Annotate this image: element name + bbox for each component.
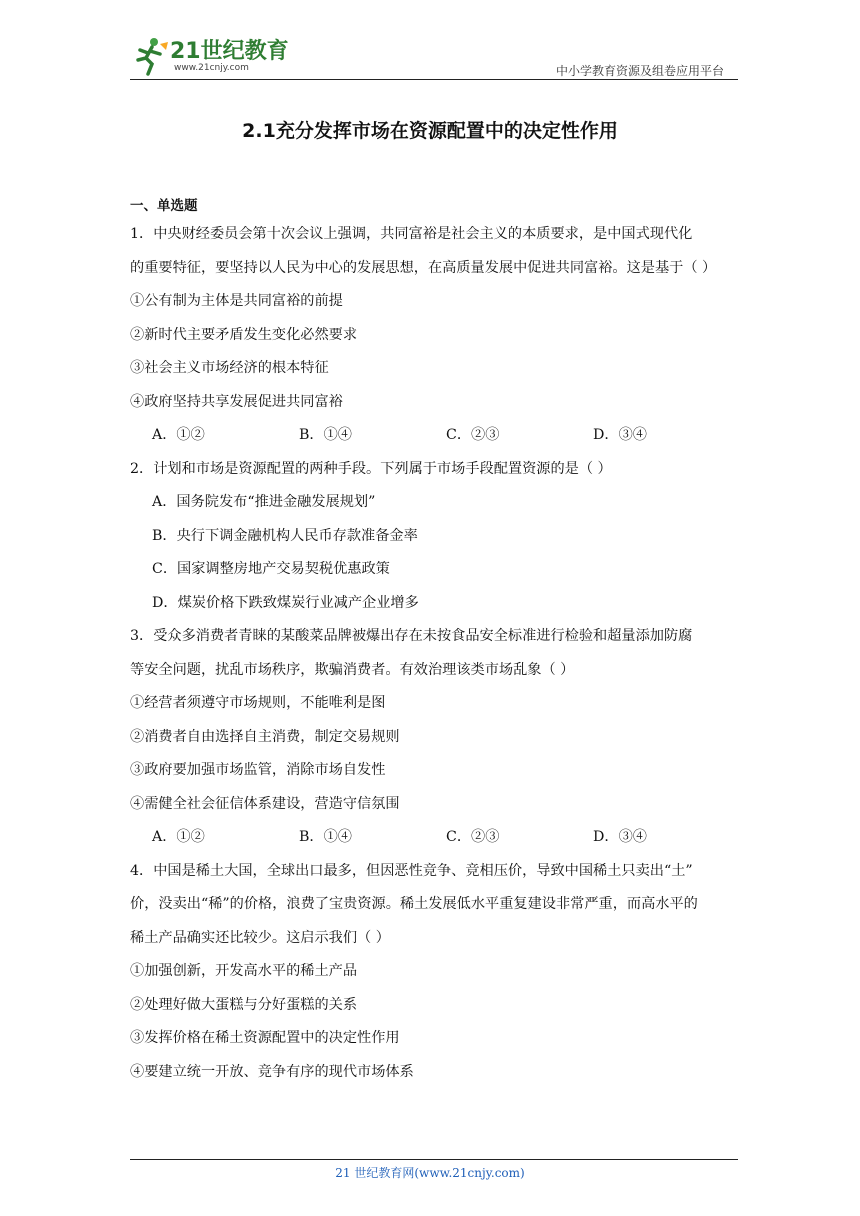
statement-item: ①经营者须遵守市场规则，不能唯利是图 (130, 695, 386, 711)
section-heading: 一、单选题 (130, 198, 198, 214)
question-stem: 价，没卖出“稀”的价格，浪费了宝贵资源。稀土发展低水平重复建设非常严重，而高水平的 (130, 896, 698, 912)
answer-options (130, 821, 740, 855)
statement-item: ④要建立统一开放、竞争有序的现代市场体系 (130, 1063, 414, 1080)
option-c: C．国家调整房地产交易契税优惠政策 (152, 561, 390, 577)
page-header (130, 30, 738, 80)
site-logo[interactable] (130, 36, 290, 76)
statement-item: ③政府要加强市场监管，消除市场自发性 (130, 762, 386, 778)
question-stem: 等安全问题，扰乱市场秩序，欺骗消费者。有效治理该类市场乱象（ ） (130, 661, 575, 678)
option-a: A．①② (152, 829, 205, 845)
option-d: D．煤炭价格下跌致煤炭行业减产企业增多 (152, 594, 419, 611)
logo-url: www.21cnjy.com (174, 63, 249, 73)
runner-icon (130, 36, 170, 76)
option-b: B．①④ (299, 829, 352, 845)
footer-link[interactable]: 21 世纪教育网(www.21cnjy.com) (335, 1166, 525, 1180)
footer-divider (130, 1159, 738, 1160)
question-stem: 的重要特征，要坚持以人民为中心的发展思想，在高质量发展中促进共同富裕。这是基于（ ） (130, 259, 717, 276)
option-c: C．②③ (446, 829, 500, 845)
statement-item: ②消费者自由选择自主消费，制定交易规则 (130, 728, 400, 745)
question-3 (130, 620, 740, 855)
statement-item: ①加强创新，开发高水平的稀土产品 (130, 963, 358, 979)
statement-item: ④政府坚持共享发展促进共同富裕 (130, 393, 343, 410)
statement-item: ③社会主义市场经济的根本特征 (130, 360, 329, 376)
option-d: D．③④ (593, 829, 647, 845)
logo-text: 21世纪教育 (170, 39, 289, 64)
statement-item: ④需健全社会征信体系建设，营造守信氛围 (130, 795, 400, 812)
option-d: D．③④ (593, 427, 647, 443)
statement-item: ②处理好做大蛋糕与分好蛋糕的关系 (130, 996, 358, 1013)
answer-options (130, 419, 740, 453)
question-list (130, 194, 740, 1089)
statement-item: ①公有制为主体是共同富裕的前提 (130, 293, 343, 309)
statement-item: ②新时代主要矛盾发生变化必然要求 (130, 326, 358, 343)
question-stem: 稀土产品确实还比较少。这启示我们（ ） (130, 929, 390, 946)
document-title: 2.1充分发挥市场在资源配置中的决定性作用 (242, 120, 618, 142)
option-c: C．②③ (446, 427, 500, 443)
header-divider (130, 79, 738, 80)
option-a: A．①② (152, 427, 205, 443)
question-stem: 1．中央财经委员会第十次会议上强调，共同富裕是社会主义的本质要求，是中国式现代化 (130, 226, 693, 242)
question-1 (130, 218, 740, 453)
option-a: A．国务院发布“推进金融发展规划” (152, 494, 376, 510)
option-b: B．央行下调金融机构人民币存款准备金率 (152, 527, 418, 544)
question-stem: 2．计划和市场是资源配置的两种手段。下列属于市场手段配置资源的是（ ） (130, 460, 612, 477)
option-b: B．①④ (299, 427, 352, 443)
question-2 (130, 453, 740, 621)
question-4 (130, 855, 740, 1090)
statement-item: ③发挥价格在稀土资源配置中的决定性作用 (130, 1030, 400, 1046)
question-stem: 4．中国是稀土大国，全球出口最多，但因恶性竞争、竞相压价，导致中国稀土只卖出“土” (130, 862, 693, 879)
question-stem: 3．受众多消费者青睐的某酸菜品牌被爆出存在未按食品安全标准进行检验和超量添加防腐 (130, 628, 693, 644)
platform-name: 中小学教育资源及组卷应用平台 (555, 64, 724, 78)
